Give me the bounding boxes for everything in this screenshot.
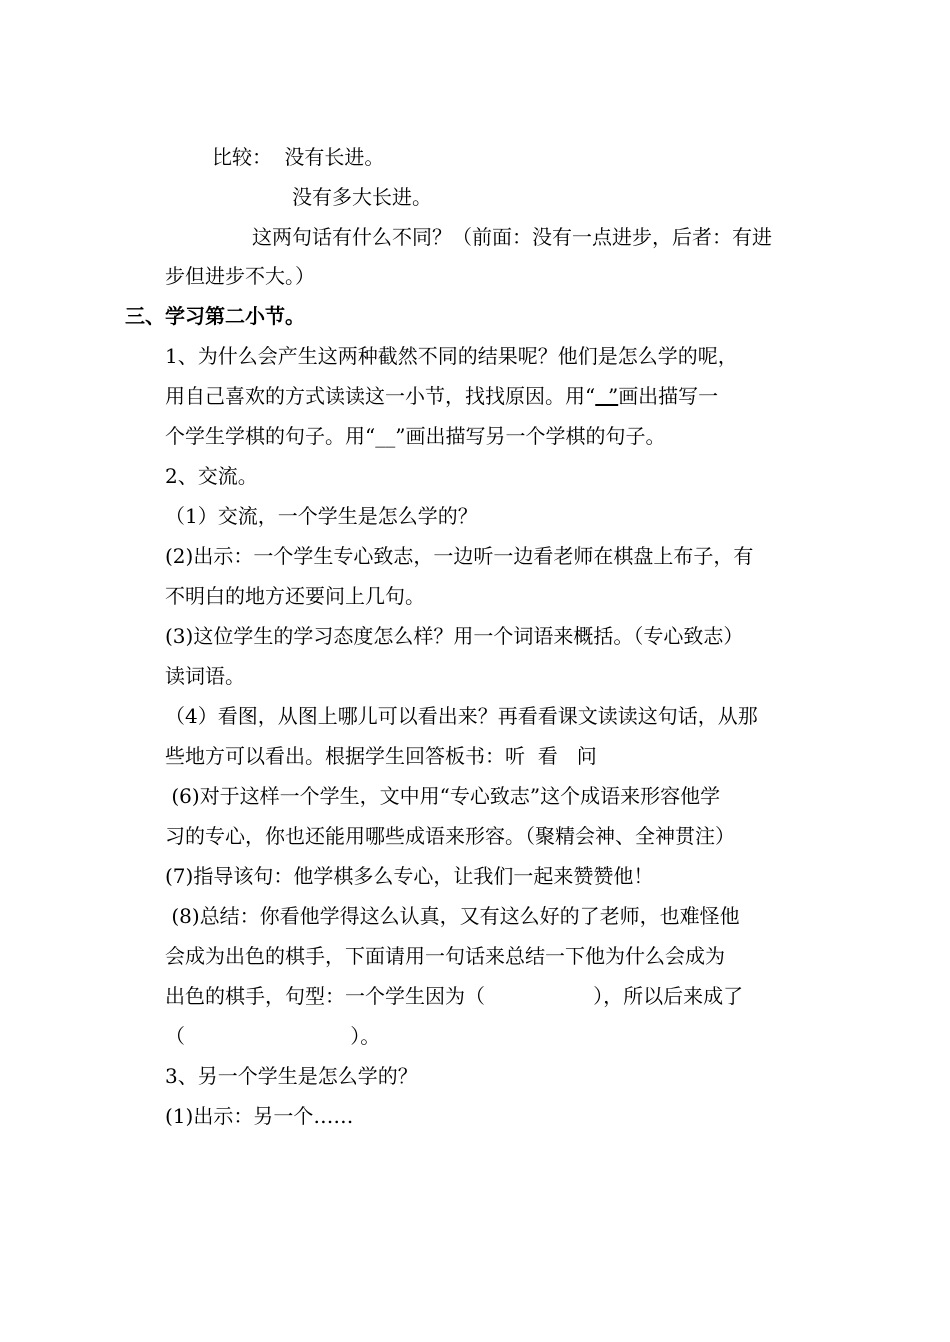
item1-line-3-post: ”画出描写另一个学棋的句子。 — [395, 424, 666, 448]
item1-line-3-pre: 个学生学棋的句子。用“ — [165, 424, 376, 448]
item3-q1: (1)出示：另一个…… — [165, 1104, 354, 1128]
compare-question-line-2: 步但进步不大。） — [165, 264, 315, 288]
item2-q3-line-1: (3)这位学生的学习态度怎么样？用一个词语来概括。（专心致志） — [165, 624, 744, 648]
item2-q8-line-2: 会成为出色的棋手，下面请用一句话来总结一下他为什么会成为 — [165, 944, 725, 968]
item1-line-1: 1、为什么会产生这两种截然不同的结果呢？他们是怎么学的呢， — [165, 344, 738, 368]
compare-question-line-1: 这两句话有什么不同？（前面：没有一点进步，后者：有进 — [252, 225, 772, 249]
item1-line-2-mark: ” — [595, 384, 619, 408]
item2-q8-line-1: (8)总结：你看他学得这么认真，又有这么好的了老师，也难怪他 — [165, 904, 740, 928]
section-heading: 三、学习第二小节。 — [125, 304, 305, 328]
item2-q2-line-2: 不明白的地方还要问上几句。 — [165, 584, 425, 608]
item2-q4-line-2: 些地方可以看出。根据学生回答板书：听 看 问 — [165, 744, 597, 768]
item2-q3-line-2: 读词语。 — [165, 664, 245, 688]
item1-line-2-pre: 用自己喜欢的方式读读这一小节，找找原因。用“ — [165, 384, 596, 408]
compare-sentence-1: 没有长进。 — [284, 145, 385, 169]
item1-line-3 — [165, 422, 665, 450]
item2-q6-line-1: (6)对于这样一个学生，文中用“专心致志”这个成语来形容他学 — [165, 784, 721, 808]
item2-q6-line-2: 习的专心，你也还能用哪些成语来形容。（聚精会神、全神贯注） — [165, 824, 735, 848]
compare-label: 比较： — [212, 145, 272, 169]
item2-q1: （1）交流，一个学生是怎么学的？ — [165, 504, 478, 528]
item1-line-3-mark: __ — [375, 424, 396, 448]
compare-label-line — [212, 143, 384, 171]
item2-title: 2、交流。 — [165, 464, 258, 488]
item1-line-2-post: 画出描写一 — [618, 384, 719, 408]
item3-title: 3、另一个学生是怎么学的？ — [165, 1064, 418, 1088]
item2-q4-line-1: （4）看图，从图上哪儿可以看出来？再看看课文读读这句话，从那 — [165, 704, 758, 728]
item2-q8-line-4: （ ）。 — [165, 1024, 381, 1048]
item2-q2-line-1: (2)出示：一个学生专心致志，一边听一边看老师在棋盘上布子，有 — [165, 544, 754, 568]
item2-q7: (7)指导该句：他学棋多么专心，让我们一起来赞赞他！ — [165, 864, 654, 888]
item2-q8-line-3: 出色的棋手，句型：一个学生因为（ ），所以后来成了 — [165, 984, 744, 1008]
item1-line-2 — [165, 382, 718, 410]
compare-sentence-2: 没有多大长进。 — [292, 185, 432, 209]
